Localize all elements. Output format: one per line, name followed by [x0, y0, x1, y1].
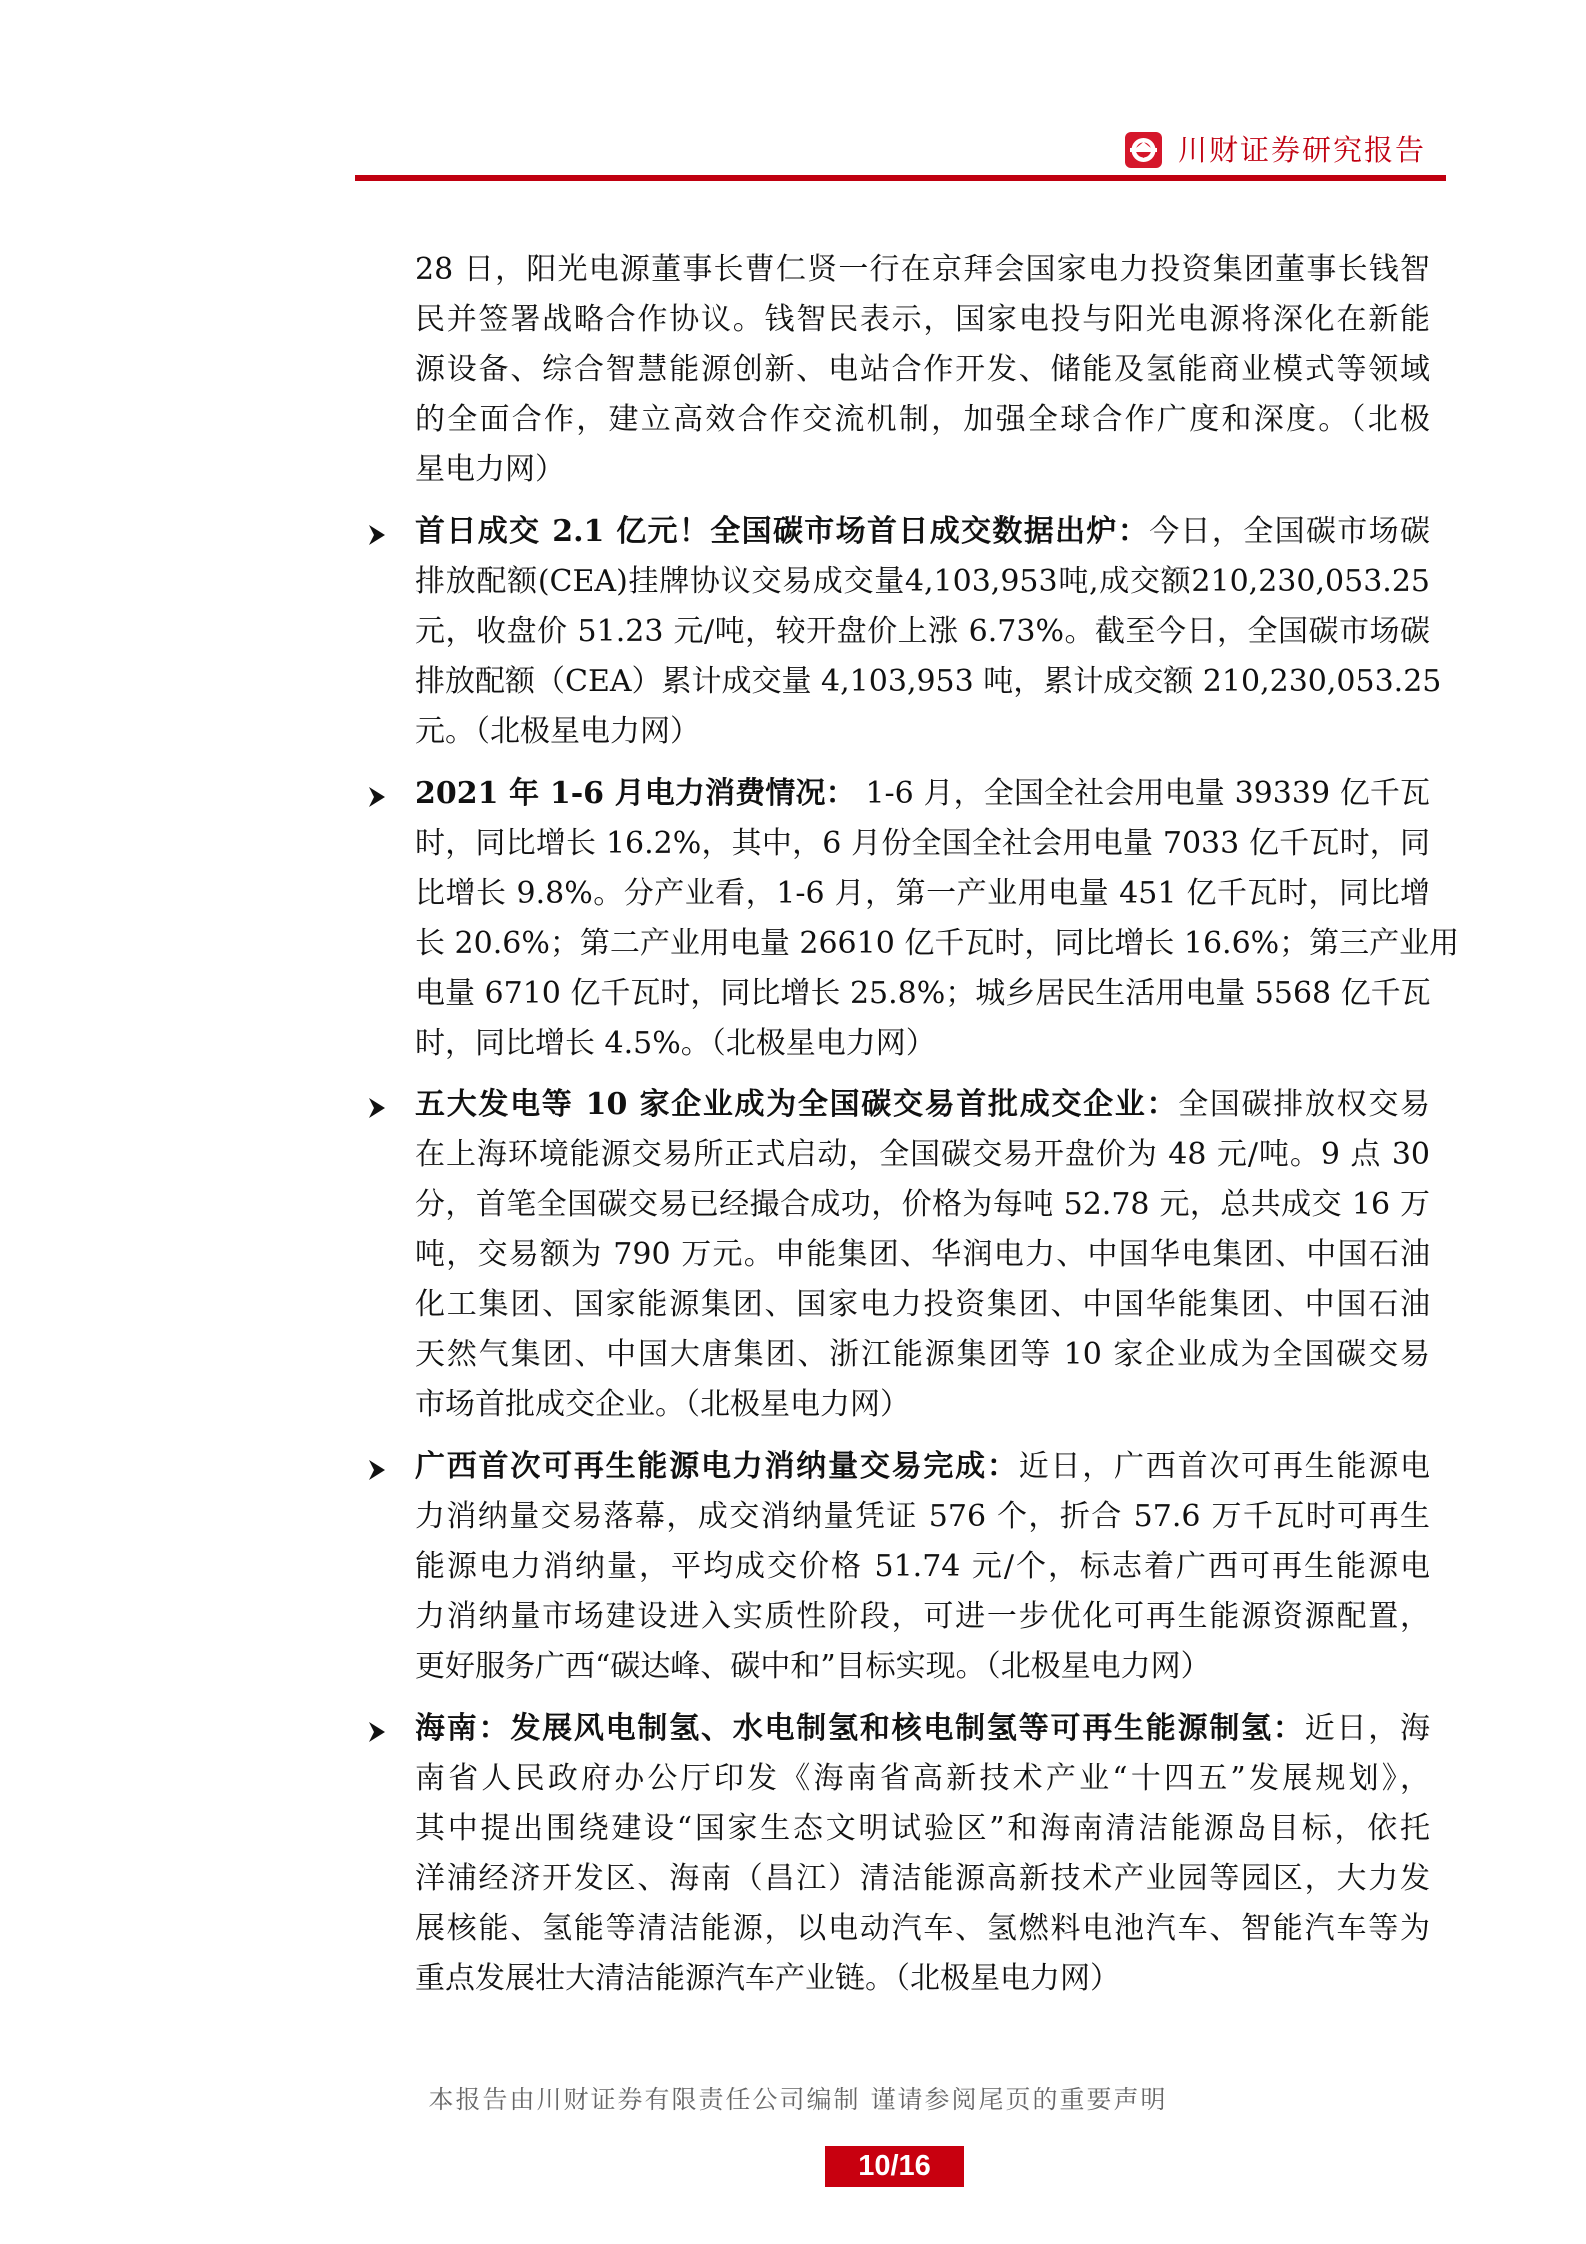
paragraph-line: 元，收盘价 51.23 元/吨，较开盘价上涨 6.73%。截至今日，全国碳市场碳 [415, 614, 1430, 649]
logo-icon [1125, 132, 1162, 168]
paragraph-line: 源设备、综合智慧能源创新、电站合作开发、储能及氢能商业模式等领域 [415, 352, 1430, 387]
paragraph-line [415, 507, 1430, 557]
paragraph-line: 洋浦经济开发区、海南（昌江）清洁能源高新技术产业园等园区，大力发 [415, 1861, 1430, 1896]
arrow-bullet-icon [367, 1717, 387, 1741]
paragraph-line: 南省人民政府办公厅印发《海南省高新技术产业“十四五”发展规划》， [415, 1761, 1430, 1796]
arrow-bullet-icon [367, 1455, 387, 1479]
news-text: 1-6 月，全国全社会用电量 39339 亿千瓦 [855, 776, 1431, 811]
footer-disclaimer: 本报告由川财证券有限责任公司编制 谨请参阅尾页的重要声明 [428, 2085, 1168, 2114]
paragraph-line: 28 日，阳光电源董事长曹仁贤一行在京拜会国家电力投资集团董事长钱智 [415, 252, 1430, 287]
paragraph-line: 排放配额（CEA）累计成交量 4,103,953 吨，累计成交额 210,230,053.25 [415, 664, 1442, 699]
paragraph-line: 吨，交易额为 790 万元。申能集团、华润电力、中国华电集团、中国石油 [415, 1237, 1430, 1272]
paragraph-line: 长 20.6%；第二产业用电量 26610 亿千瓦时，同比增长 16.6%；第三产业用 [415, 926, 1460, 961]
paragraph-line: 民并签署战略合作协议。钱智民表示，国家电投与阳光电源将深化在新能 [415, 302, 1430, 337]
paragraph-line: 其中提出围绕建设“国家生态文明试验区”和海南清洁能源岛目标，依托 [415, 1811, 1430, 1846]
paragraph-line: 比增长 9.8%。分产业看，1-6 月，第一产业用电量 451 亿千瓦时，同比增 [415, 876, 1430, 911]
paragraph-line: 天然气集团、中国大唐集团、浙江能源集团等 10 家企业成为全国碳交易 [415, 1337, 1430, 1372]
news-headline: 2021 年 1-6 月电力消费情况： [415, 776, 856, 811]
arrow-bullet-icon [367, 782, 387, 806]
news-headline: 海南：发展风电制氢、水电制氢和核电制氢等可再生能源制氢： [415, 1711, 1305, 1746]
paragraph-line [415, 1704, 1430, 1754]
news-text: 近日，海 [1304, 1711, 1431, 1746]
news-paragraph [415, 1080, 1430, 1430]
paragraph-line: 星电力网） [415, 452, 565, 487]
paragraph-line: 展核能、氢能等清洁能源，以电动汽车、氢燃料电池汽车、智能汽车等为 [415, 1911, 1430, 1946]
company-logo [1125, 132, 1162, 168]
news-headline: 首日成交 2.1 亿元！全国碳市场首日成交数据出炉： [415, 514, 1150, 549]
news-headline: 广西首次可再生能源电力消纳量交易完成： [415, 1449, 1019, 1484]
news-text: 近日，广西首次可再生能源电 [1018, 1449, 1431, 1484]
paragraph-line: 能源电力消纳量，平均成交价格 51.74 元/个，标志着广西可再生能源电 [415, 1549, 1430, 1584]
paragraph-line: 分，首笔全国碳交易已经撮合成功，价格为每吨 52.78 元，总共成交 16 万 [415, 1187, 1430, 1222]
news-headline: 五大发电等 10 家企业成为全国碳交易首批成交企业： [415, 1087, 1179, 1122]
arrow-bullet-icon [367, 520, 387, 544]
header-divider [355, 175, 1446, 181]
report-brand-title: 川财证券研究报告 [1178, 133, 1427, 167]
paragraph-line: 电量 6710 亿千瓦时，同比增长 25.8%；城乡居民生活用电量 5568 亿千瓦 [415, 976, 1431, 1011]
paragraph-line: 时，同比增长 16.2%，其中，6 月份全国全社会用电量 7033 亿千瓦时，同 [415, 826, 1430, 861]
news-paragraph [415, 769, 1460, 1069]
paragraph-line: 在上海环境能源交易所正式启动，全国碳交易开盘价为 48 元/吨。9 点 30 [415, 1137, 1430, 1172]
paragraph-line: 化工集团、国家能源集团、国家电力投资集团、中国华能集团、中国石油 [415, 1287, 1430, 1322]
arrow-bullet-icon [367, 1093, 387, 1117]
page-number: 10/16 [825, 2146, 964, 2187]
paragraph-line: 力消纳量市场建设进入实质性阶段，可进一步优化可再生能源资源配置， [415, 1599, 1430, 1634]
news-paragraph [415, 245, 1430, 495]
paragraph-line: 时，同比增长 4.5%。（北极星电力网） [415, 1026, 936, 1061]
news-paragraph [415, 507, 1442, 757]
news-paragraph [415, 1442, 1430, 1692]
paragraph-line [415, 1442, 1430, 1492]
paragraph-line: 力消纳量交易落幕，成交消纳量凭证 576 个，折合 57.6 万千瓦时可再生 [415, 1499, 1430, 1534]
paragraph-line [415, 769, 1430, 819]
paragraph-line: 市场首批成交企业。（北极星电力网） [415, 1387, 910, 1422]
paragraph-line: 的全面合作，建立高效合作交流机制，加强全球合作广度和深度。（北极 [415, 402, 1430, 437]
paragraph-line: 元。（北极星电力网） [415, 714, 700, 749]
news-paragraph [415, 1704, 1430, 2004]
paragraph-line: 重点发展壮大清洁能源汽车产业链。（北极星电力网） [415, 1961, 1120, 1996]
paragraph-line: 更好服务广西“碳达峰、碳中和”目标实现。（北极星电力网） [415, 1649, 1211, 1684]
news-text: 今日，全国碳市场碳 [1149, 514, 1431, 549]
paragraph-line [415, 1080, 1430, 1130]
news-text: 全国碳排放权交易 [1178, 1087, 1431, 1122]
paragraph-line: 排放配额(CEA)挂牌协议交易成交量4,103,953吨,成交额210,230,053.25 [415, 564, 1430, 599]
